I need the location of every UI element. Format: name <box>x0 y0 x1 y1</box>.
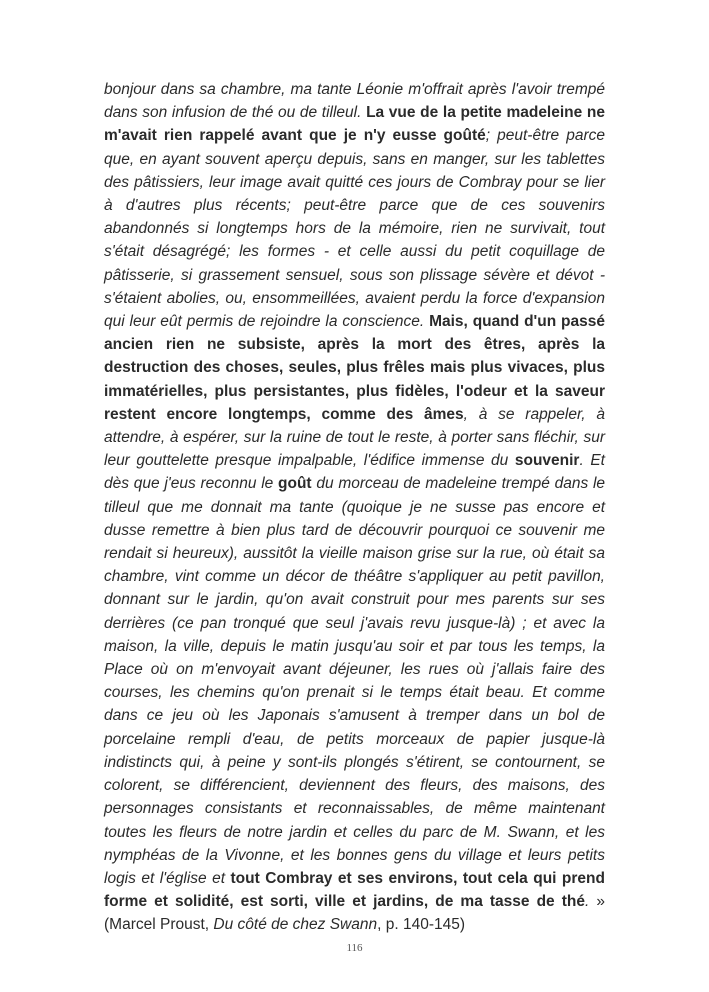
citation-pages: , p. 140-145) <box>377 916 466 934</box>
quote-text-bold: tout Combray et ses environs, tout cela qui prend forme et solidité, est sorti, ville et jardins, de ma tasse de thé <box>104 869 605 911</box>
quote-text-italic: . Et dès que j'eus reconnu le <box>104 452 605 493</box>
quote-text-bold: La vue de la petite madeleine ne m'avait rien rappelé avant que je n'y eusse goûté <box>104 104 605 145</box>
quote-text-italic: bonjour dans sa chambre, ma tante Léonie m'offrait après l'avoir trempé dans son infusion de thé ou de tilleul. <box>104 81 605 122</box>
quote-text-bold: souvenir <box>514 452 580 470</box>
quote-text-italic: , à se rappeler, à attendre, à espérer, sur la ruine de tout le reste, à porter sans fléchir, sur leur gouttelette presque impalpable, l'édifice immense du <box>104 405 605 470</box>
citation-text: » (Marcel Proust, <box>104 893 605 934</box>
quote-text-italic: du morceau de madeleine trempé dans le tilleul que me donnait ma tante (quoique je ne susse pas encore et dusse remettre à bien plus tard de découvrir pourquoi ce souvenir me rendait si heureux), aussitôt la vieille maison grise sur la rue, où était sa chambre, vint comme un décor de théâtre s'appliquer au petit pavillon, donnant sur le jardin, qu'on avait construit pour mes parents sur ses derrières (ce pan tronqué que seul j'avais revu jusque-là) ; et avec la maison, la ville, depuis le matin jusqu'au soir et par tous les temps, la Place où on m'envoyait avant déjeuner, les rues où j'allais faire des courses, les chemins qu'on prenait si le temps était beau. Et comme dans ce jeu où les Japonais s'amusent à tremper dans un bol de porcelaine rempli d'eau, de petits morceaux de papier jusque-là indistincts qui, à peine y sont-ils plongés s'étirent, se contournent, se colorent, se différencient, deviennent des fleurs, des maisons, des personnages consistants et reconnaissables, de même maintenant toutes les fleurs de notre jardin et celles du parc de M. Swann, et les nymphéas de la Vivonne, et les bonnes gens du village et leurs petits logis et l'église et <box>104 475 606 887</box>
page-number: 116 <box>346 942 363 954</box>
quote-paragraph <box>104 78 605 937</box>
quote-text-italic: . <box>584 893 597 911</box>
quote-text-bold: goût <box>278 475 312 493</box>
quote-text-bold: Mais, quand d'un passé ancien rien ne subsiste, après la mort des êtres, après la destruction des choses, seules, plus frêles mais plus vivaces, plus immatérielles, plus persistantes, plus fidèles, l'odeur et la saveur restent encore longtemps, comme des âmes <box>104 313 605 423</box>
quote-text-italic: ; peut-être parce que, en ayant souvent aperçu depuis, sans en manger, sur les tablettes des pâtissiers, leur image avait quitté ces jours de Combray pour se lier à d'autres plus récents; peut-être parce que de ces souvenirs abandonnés si longtemps hors de la mémoire, rien ne survivait, tout s'était désagrégé; les formes - et celle aussi du petit coquillage de pâtisserie, si grassement sensuel, sous son plissage sévère et dévot - s'étaient abolies, ou, ensommeillées, avaient perdu la force d'expansion qui leur eût permis de rejoindre la conscience. <box>104 127 605 331</box>
citation-book-title: Du côté de chez Swann <box>213 916 378 934</box>
